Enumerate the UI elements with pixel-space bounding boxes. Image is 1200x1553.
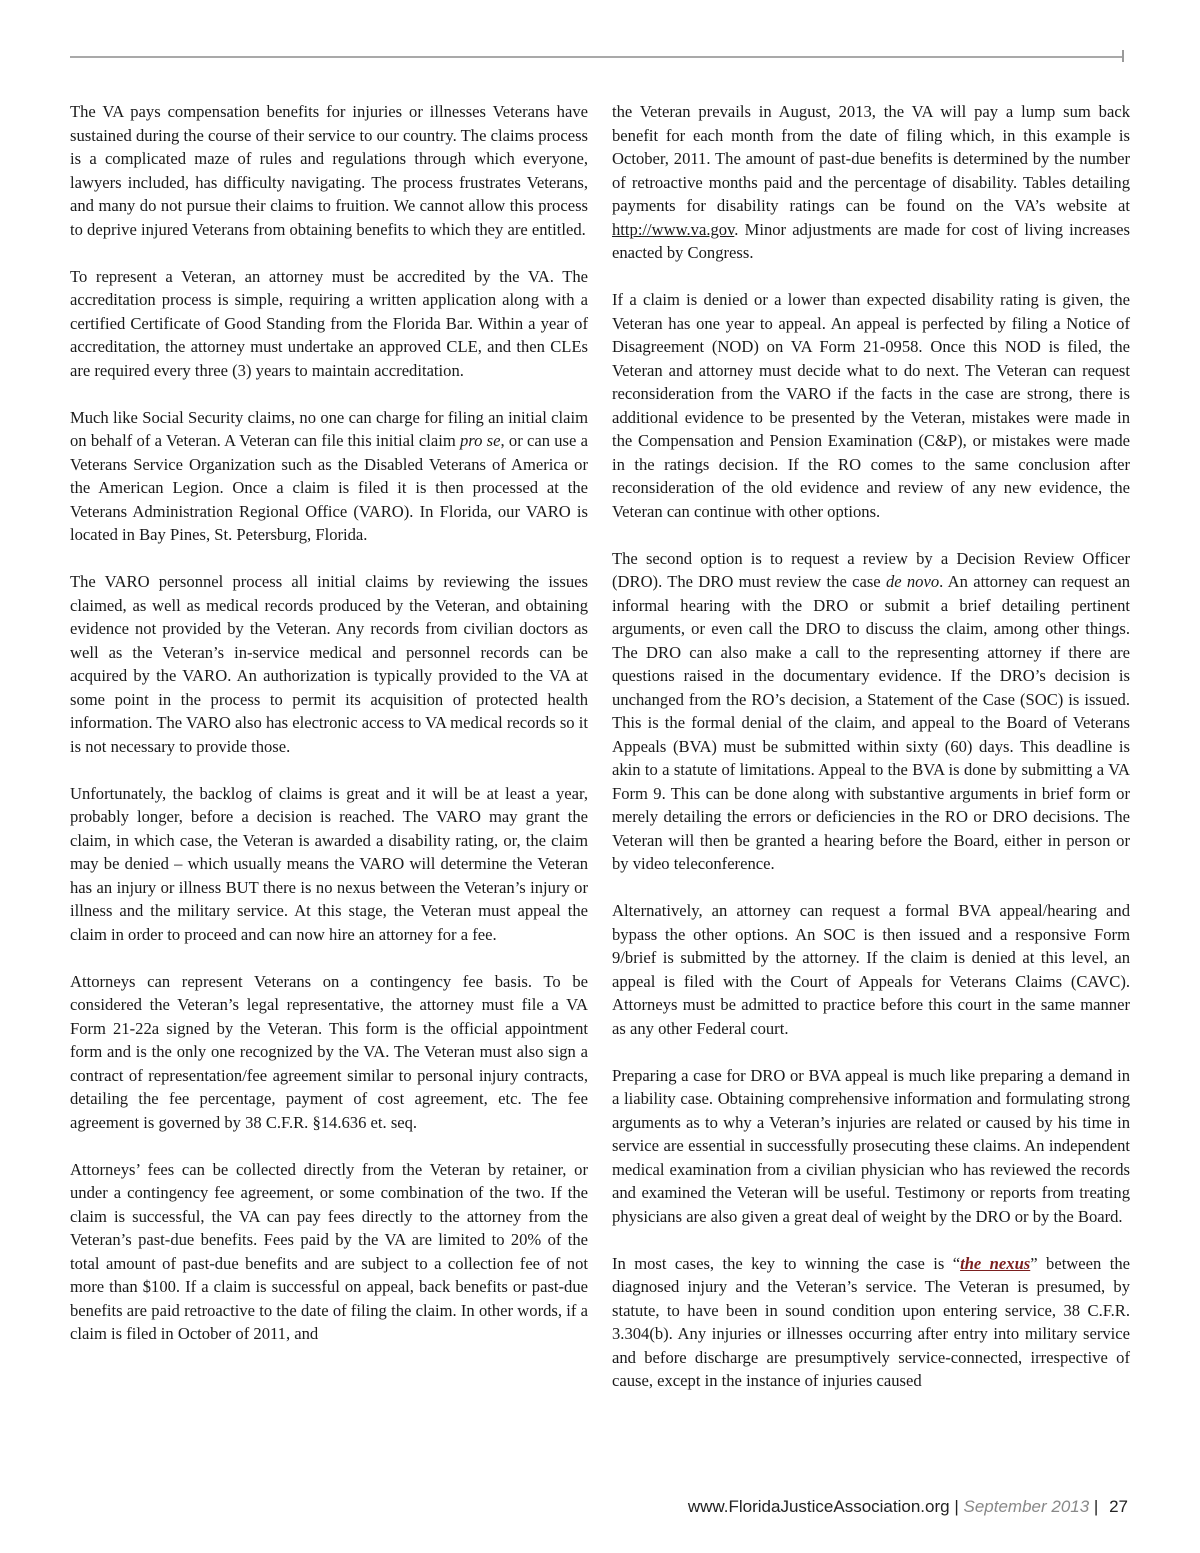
paragraph-text: the Veteran prevails in August, 2013, the VA will pay a lump sum back benefit for each month from the date of filing which, in this example is October, 2011. The amount of past-due benefits is determined by the number of retroactive months paid and the percentage of disability. Tables detailing payments for disability ratings can be found on the VA’s website at: [612, 102, 1130, 215]
right-column: [612, 100, 1130, 1393]
footer-separator: |: [1093, 1497, 1099, 1516]
paragraph-text: ” between the diagnosed injury and the Veteran’s service. The Veteran is presumed, by statute, to have been in sound condition upon entering service, 38 C.F.R. 3.304(b). Any injuries or illnesses occurring after entry into military service and before discharge are presumptively service-connected, irrespective of cause, except in the instance of injuries caused: [612, 1253, 1130, 1390]
nexus-emphasis: the nexus: [960, 1253, 1031, 1273]
paragraph: Alternatively, an attorney can request a formal BVA appeal/hearing and bypass the other options. An SOC is then issued and a responsive Form 9/brief is submitted by the attorney. If the claim is denied at this level, an appeal is filed with the Court of Appeals for Veterans Claims (CAVC). Attorneys must be admitted to practice before this court in the same manner as any other Federal court.: [612, 901, 1130, 1038]
paragraph: Preparing a case for DRO or BVA appeal is much like preparing a demand in a liability case. Obtaining comprehensive information and formulating strong arguments as to why a Veteran’s injuries are related or caused by his time in service are essential in successfully prosecuting these claims. An independent medical examination from a civilian physician who has reviewed the records and examined the Veteran will be useful. Testimony or reports from treating physicians are also given a great deal of weight by the DRO or by the Board.: [612, 1065, 1130, 1226]
paragraph: If a claim is denied or a lower than expected disability rating is given, the Veteran has one year to appeal. An appeal is perfected by filing a Notice of Disagreement (NOD) on VA Form 21-0958. Once this NOD is filed, the Veteran and attorney must decide what to do next. The Veteran can request reconsideration from the VARO if the facts in the case are strong, there is additional evidence to be presented by the Veteran, mistakes were made in the Compensation and Pension Examination (C&P), or mistakes were made in the ratings decision. If the RO comes to the same conclusion after reconsideration of the old evidence and review of any new evidence, the Veteran can continue with other options.: [612, 290, 1130, 521]
paragraph-text: The second option is to request a review by a Decision Review Officer (DRO). The DRO must review the case: [612, 548, 1130, 591]
paragraph: To represent a Veteran, an attorney must be accredited by the VA. The accreditation process is simple, requiring a written application along with a certified Certificate of Good Standing from the Florida Bar. Within a year of accreditation, the attorney must undertake an approved CLE, and then CLEs are required every three (3) years to maintain accreditation.: [70, 266, 588, 380]
paragraph: The VARO personnel process all initial claims by reviewing the issues claimed, as well as medical records produced by the Veteran, and obtaining evidence not provided by the Veteran. Any records from civilian doctors as well as the Veteran’s in-service medical and personnel records can be acquired by the VARO. An authorization is typically provided to the VA at some point in the process to permit its acquisition of protected health information. The VARO also has electronic access to VA medical records so it is not necessary to provide those.: [70, 572, 588, 756]
header-rule: [70, 56, 1124, 58]
paragraph-text: Much like Social Security claims, no one can charge for filing an initial claim on behalf of a Veteran. A Veteran can file this initial claim: [70, 407, 588, 450]
footer-separator: |: [954, 1497, 959, 1516]
paragraph-text: , or can use a Veterans Service Organization such as the Disabled Veterans of America or the American Legion. Once a claim is filed it is then processed at the Veterans Administration Regional Office (VARO). In Florida, our VARO is located in Bay Pines, St. Petersburg, Florida.: [70, 431, 588, 544]
italic-term: de novo: [885, 572, 940, 591]
footer-date: September 2013: [963, 1497, 1090, 1516]
italic-term: pro se: [459, 431, 501, 450]
va-website-link[interactable]: http://www.va.gov: [612, 219, 735, 239]
header-rule-tick: [1122, 50, 1124, 62]
paragraph: [612, 100, 1130, 265]
page-footer: [688, 1497, 1128, 1517]
paragraph: Attorneys can represent Veterans on a contingency fee basis. To be considered the Veteran’s legal representative, the attorney must file a VA Form 21-22a signed by the Veteran. This form is the official appointment form and is the only one recognized by the VA. The Veteran must also sign a contract of representation/fee agreement similar to personal injury contracts, detailing the fee percentage, payment of cost agreement, etc. The fee agreement is governed by 38 C.F.R. §14.636 et. seq.: [70, 971, 588, 1132]
paragraph: [70, 406, 588, 547]
paragraph: Unfortunately, the backlog of claims is great and it will be at least a year, probably longer, before a decision is reached. The VARO may grant the claim, in which case, the Veteran is awarded a disability rating, or, the claim may be denied – which usually means the VARO will determine the Veteran has an injury or illness BUT there is no nexus between the Veteran’s injury or illness and the military service. At this stage, the Veteran must appeal the claim in order to proceed and can now hire an attorney for a fee.: [70, 783, 588, 944]
footer-website[interactable]: www.FloridaJusticeAssociation.org: [687, 1497, 950, 1516]
paragraph-text: . An attorney can request an informal hearing with the DRO or submit a brief detailing pertinent arguments, or even call the DRO to discuss the claim, among other things. The DRO can also make a call to the representing attorney if there are questions raised in the documentary evidence. If the DRO’s decision is unchanged from the RO’s decision, a Statement of the Case (SOC) is issued. This is the formal denial of the claim, and appeal to the Board of Veterans Appeals (BVA) must be submitted within sixty (60) days. This deadline is akin to a statute of limitations. Appeal to the BVA is done by submitting a VA Form 9. This can be done along with substantive arguments in brief form or merely detailing the errors or deficiencies in the RO or DRO decisions. The Veteran will then be granted a hearing before the Board, either in person or by video teleconference.: [612, 572, 1130, 873]
paragraph: [612, 1252, 1130, 1393]
page-number: 27: [1109, 1497, 1128, 1516]
paragraph-text: . Minor adjustments are made for cost of living increases enacted by Congress.: [612, 219, 1130, 262]
paragraph: [612, 547, 1130, 876]
paragraph-text: In most cases, the key to winning the case is “: [612, 1253, 961, 1273]
left-column: [70, 100, 588, 1346]
paragraph: Attorneys’ fees can be collected directly from the Veteran by retainer, or under a contingency fee agreement, or some combination of the two. If the claim is successful, the VA can pay fees directly to the attorney from the Veteran’s past-due benefits. Fees paid by the VA are limited to 20% of the total amount of past-due benefits and are subject to a collection fee of not more than $100. If a claim is successful on appeal, back benefits or past-due benefits are paid retroactive to the date of filing the claim. In other words, if a claim is filed in October of 2011, and: [70, 1159, 588, 1343]
paragraph: The VA pays compensation benefits for injuries or illnesses Veterans have sustained during the course of their service to our country. The claims process is a complicated maze of rules and regulations through which everyone, lawyers included, has difficulty navigating. The process frustrates Veterans, and many do not pursue their claims to fruition. We cannot allow this process to deprive injured Veterans from obtaining benefits to which they are entitled.: [70, 102, 588, 239]
